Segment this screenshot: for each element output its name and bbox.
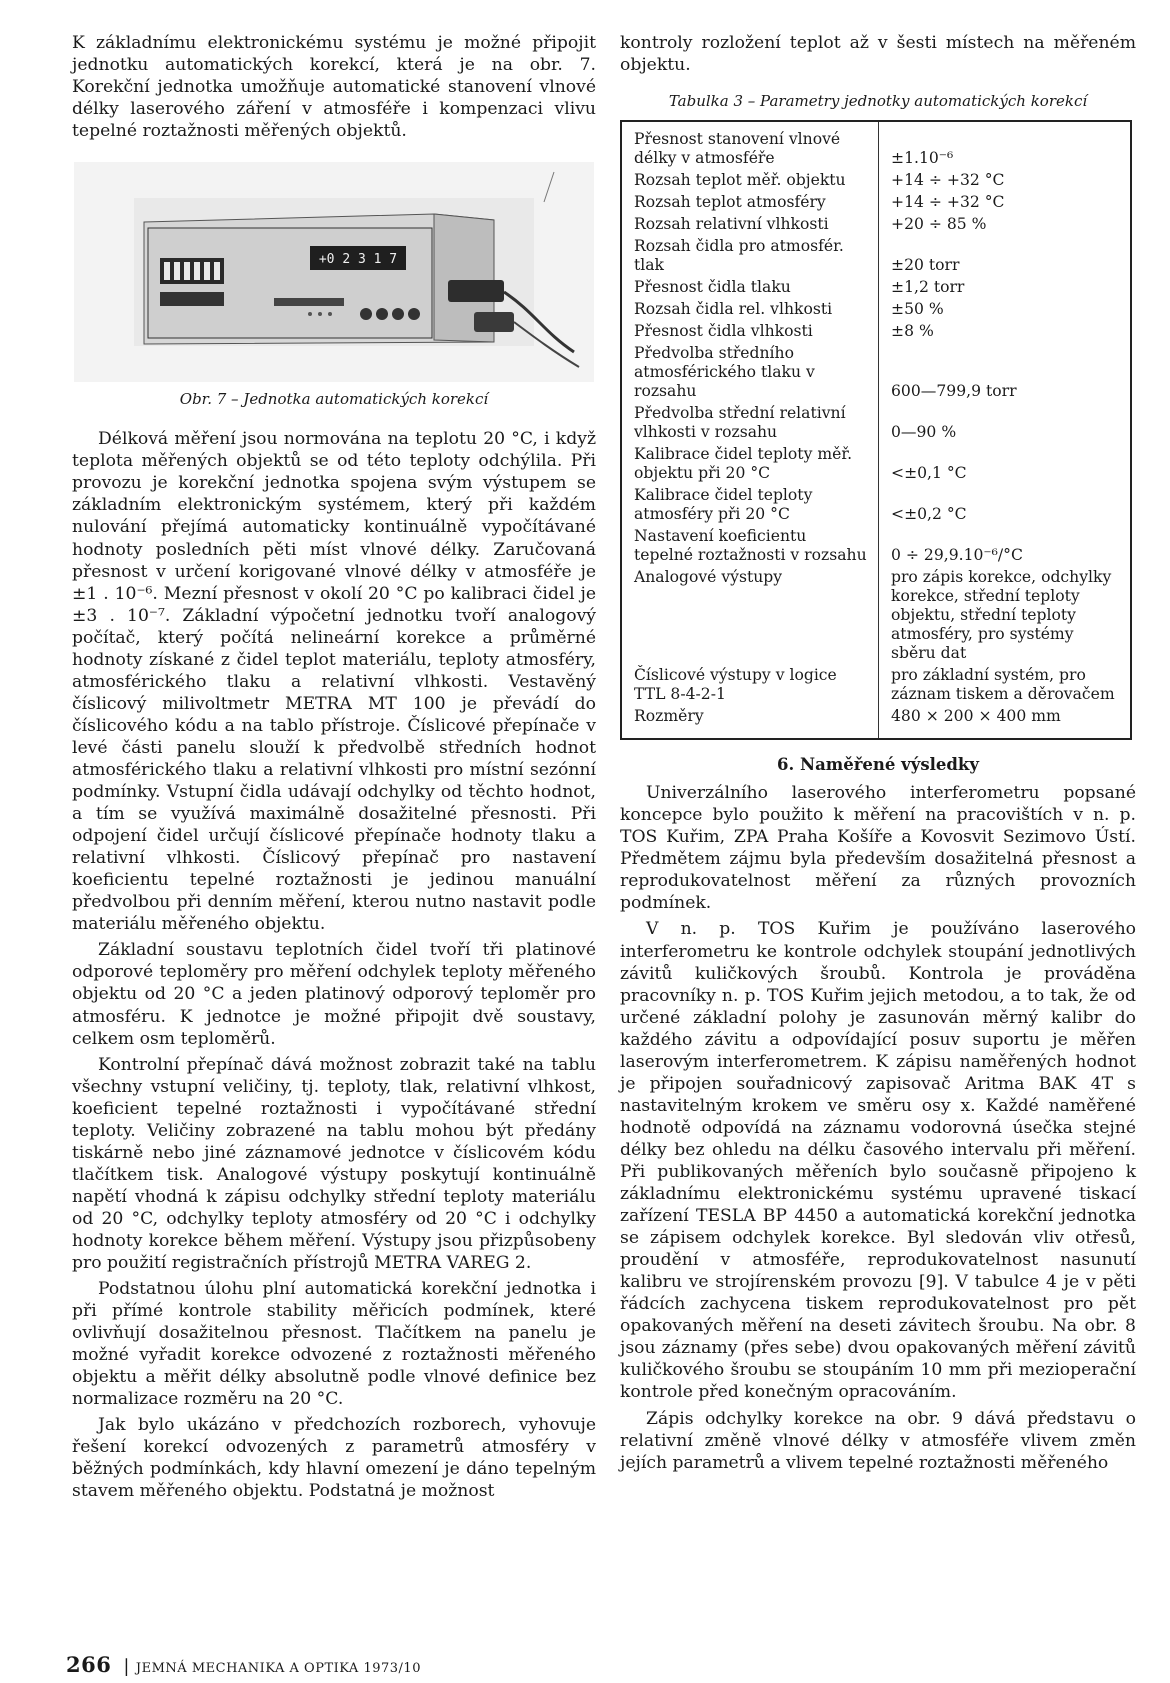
table-row [622,485,1130,526]
journal-title: JEMNÁ MECHANIKA A OPTIKA 1973/10 [135,1661,421,1676]
section-heading: 6. Naměřené výsledky [777,755,979,775]
table-key: Kalibrace čidel teploty měř. objektu při 20 °C [622,444,879,485]
table-value: +20 ÷ 85 % [891,215,987,234]
table-row [622,236,1130,277]
table-value: +14 ÷ +32 °C [891,171,1005,190]
figure-caption: Obr. 7 – Jednotka automatických korekcí [179,390,489,409]
table-key: Rozsah teplot měř. objektu [622,170,879,192]
table-value: pro základní systém, pro záznam tiskem a děrovačem [891,666,1115,704]
table-row [622,214,1130,236]
table-row [622,567,1130,665]
table-key: Přesnost stanovení vlnové délky v atmosféře [622,122,879,170]
paragraph-results-intro: Univerzálního laserového interferometru popsané koncepce bylo použito k měření na pracovištích v n. p. TOS Kuřim, ZPA Praha Košíře a Kovosvit Sezimovo Ústí. Předmětem zájmu byla především dosažitelná přesnost a reprodukovatelnost měření za různých provozních podmínek. [620,783,1136,914]
table-key: Rozsah čidla rel. vlhkosti [622,299,879,321]
table-key: Kalibrace čidel teploty atmosféry při 20 °C [622,485,879,526]
table-key: Rozsah relativní vlhkosti [622,214,879,236]
paragraph-stability: Podstatnou úlohu plní automatická korekční jednotka i při přímé kontrole stability měřicích podmínek, které ovlivňují dosažitelnou přesnost. Tlačítkem na panelu je možné vyřadit korekce odvozené z roztažnosti měřeného objektu a měřit délky absolutně podle vlnové definice bez normalizace rozměru na 20 °C. [72,1279,596,1410]
table-key: Přesnost čidla vlhkosti [622,321,879,343]
table-row [622,343,1130,403]
table-value: 0 ÷ 29,9.10⁻⁶/°C [891,546,1023,565]
paragraph-continuation: kontroly rozložení teplot až v šesti místech na měřeném objektu. [620,33,1136,76]
table-key: Analogové výstupy [622,567,879,665]
parameters-table [620,120,1132,740]
right-column [620,32,1136,1474]
table-row [622,665,1130,706]
paragraph-control-switch: Kontrolní přepínač dává možnost zobrazit také na tablu všechny vstupní veličiny, tj. teploty, tlak, relativní vlhkost, koeficient tepelné roztažnosti i vypočítávané střední teploty. Veličiny zobrazené na tablu mohou být předány tiskárně nebo jiné záznamové jednotce v číslicovém kódu tlačítkem tisk. Analogové výstupy poskytují kontinuálně napětí vhodná k zápisu odchylky střední teploty materiálu od 20 °C, odchylky teploty atmosféry od 20 °C i odchylky hodnoty korekce během měření. Výstupy jsou přizpůsobeny pro použití registračních přístrojů METRA VAREG 2. [72,1054,596,1274]
table-key: Předvolba středního atmosférického tlaku v rozsahu [622,343,879,403]
table-key: Rozsah čidla pro atmosfér. tlak [622,236,879,277]
table-row [622,192,1130,214]
table-row [622,403,1130,444]
table-key: Rozsah teplot atmosféry [622,192,879,214]
table-key: Číslicové výstupy v logice TTL 8-4-2-1 [622,665,879,706]
table-row [622,170,1130,192]
paragraph-correction-record: Zápis odchylky korekce na obr. 9 dává představu o relativní změně vlnové délky v atmosféře vlivem změn jejích parametrů a vlivem tepelné roztažnosti měřeného [620,1408,1136,1473]
table-value: ±1.10⁻⁶ [891,149,954,168]
table-value: 600—799,9 torr [891,382,1017,401]
table-value: +14 ÷ +32 °C [891,193,1005,212]
page-footer: 266 | JEMNÁ MECHANIKA A OPTIKA 1973/10 [66,1652,421,1677]
table-value: <±0,2 °C [891,505,967,524]
table-value: ±1,2 torr [891,278,965,297]
table-value: 480 × 200 × 400 mm [891,707,1061,726]
table-key: Předvolba střední relativní vlhkosti v rozsahu [622,403,879,444]
table-value: ±20 torr [891,256,960,275]
table-row [622,526,1130,567]
table-key: Přesnost čidla tlaku [622,277,879,299]
table-value: ±50 % [891,300,944,319]
table-row [622,706,1130,738]
table-row [622,444,1130,485]
paragraph-intro: K základnímu elektronickému systému je možné připojit jednotku automatických korekcí, která je na obr. 7. Korekční jednotka umožňuje automatické stanovení vlnové délky laserového záření v atmosféře i kompenzaci vlivu tepelné roztažnosti měřených objektů. [72,33,596,142]
figure-correction-unit-photo [74,162,594,382]
table-row [622,321,1130,343]
table-value: 0—90 % [891,423,957,442]
paragraph-corrections: Jak bylo ukázáno v předchozích rozborech, vyhovuje řešení korekcí odvozených z parametrů atmosféry v běžných podmínkách, kdy hlavní omezení je dáno tepelným stavem měřeného objektu. Podstatná je možnost [72,1415,596,1502]
table-row [622,299,1130,321]
table-value: pro zápis korekce, odchylky korekce, střední teploty objektu, střední teploty atmosféry, pro systémy sběru dat [891,568,1112,663]
left-column [72,32,596,1503]
correction-unit-photo [74,162,594,382]
paragraph-tos-kurim: V n. p. TOS Kuřim je používáno laserového interferometru ke kontrole odchylek stoupání jednotlivých závitů kuličkových šroubů. Kontrola je prováděna pracovníky n. p. TOS Kuřim jejich metodou, a to tak, že od určené základní polohy je zasunován měrný kalibr do každého závitu a odpovídající posuv suportu je měřen laserovým interferometrem. K zápisu naměřených hodnot je připojen souřadnicový zapisovač Aritma BAK 4T s nastavitelným krokem ve směru osy x. Každé naměřené hodnotě odpovídá na záznamu vodorovná úsečka stejné délky bez ohledu na délku časového intervalu při měření. Při publikovaných měřeních bylo současně připojeno k základnímu elektronickému systému upravené tiskací zařízení TESLA BP 4450 a automatická korekční jednotka se zápisem odchylek korekce. Byl sledován vliv otřesů, proudění v atmosféře, reprodukovatelnost nasunutí kalibru ve strojírenském provozu [9]. V tabulce 4 je v pěti řádcích zachycena tiskem reprodukovatelnost pro pět opakovaných měření na deseti závitech šroubu. Na obr. 8 jsou záznamy (přes sebe) dvou opakovaných měření závitů kuličkového šroubu se stoupáním 10 mm při mezioperační kontrole před konečným opracováním. [620,919,1136,1403]
table-value: ±8 % [891,322,934,341]
table-key: Nastavení koeficientu tepelné roztažnosti v rozsahu [622,526,879,567]
table-key: Rozměry [622,706,879,738]
paragraph-normalization: Délková měření jsou normována na teplotu 20 °C, i když teplota měřených objektů se od této teploty odchýlila. Při provozu je korekční jednotka spojena svým výstupem se základním elektronickým systémem, který při každém nulování přejímá automaticky kontinuálně vypočítávané hodnoty posledních pěti míst vlnové délky. Zaručovaná přesnost v určení korigované vlnové délky v atmosféře je ±1 . 10⁻⁶. Mezní přesnost v okolí 20 °C po kalibraci čidel je ±3 . 10⁻⁷. Základní výpočetní jednotku tvoří analogový počítač, který počítá nelineární korekce a průměrné hodnoty získané z čidel teplot materiálu, teploty atmosféry, atmosférického tlaku a relativní vlhkosti. Vestavěný číslicový milivoltmetr METRA MT 100 je převádí do číslicového kódu a na tablo přístroje. Číslicové přepínače v levé části panelu slouží k předvolbě středních hodnot atmosférického tlaku a relativní vlhkosti pro místní sezónní podmínky. Vstupní čidla udávají odchylky od těchto hodnot, a tím se využívá maximálně dosažitelné přesnosti. Při odpojení čidel určují číslicové přepínače hodnoty tlaku a relativní vlhkosti. Číslicový přepínač pro nastavení koeficientu tepelné roztažnosti je jedinou manuální předvolbou při denním měření, kterou nutno nastavit podle materiálu měřeného objektu. [72,429,596,935]
display-readout: +0 2 3 1 7 [318,252,398,268]
table-caption: Tabulka 3 – Parametry jednotky automatických korekcí [668,92,1088,111]
table-row [622,122,1130,170]
page-number: 266 [66,1652,112,1677]
table-row [622,277,1130,299]
table-value: <±0,1 °C [891,464,967,483]
paragraph-sensors: Základní soustavu teplotních čidel tvoří tři platinové odporové teploměry pro měření odchylek teploty měřeného objektu od 20 °C a jeden platinový odporový teploměr pro atmosféru. K jednotce je možné připojit dvě soustavy, celkem osm teploměrů. [72,940,596,1049]
